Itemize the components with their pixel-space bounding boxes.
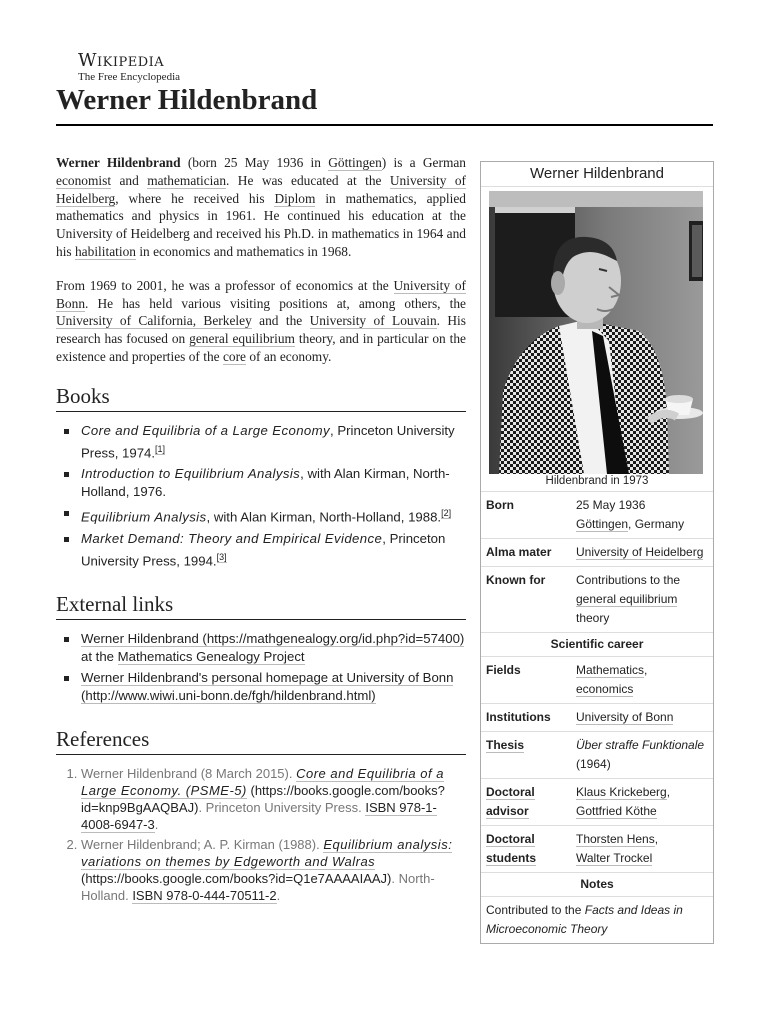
link-heidelberg[interactable]: University of Heidelberg	[56, 172, 466, 206]
book-details: , Princeton University Press, 1994.	[81, 530, 446, 568]
text: .	[276, 887, 281, 903]
advisor-value: Klaus Krickeberg, Gottfried Köthe	[576, 785, 671, 818]
citation-link[interactable]: [1]	[155, 443, 166, 454]
book-details: , with Alan Kirman, North-Holland, 1988.	[206, 509, 442, 525]
mathematics-link[interactable]: Mathematics	[576, 663, 645, 677]
link-habilitation[interactable]: habilitation	[74, 243, 136, 259]
doctoral-students-row	[481, 826, 713, 873]
advisor-link[interactable]: Gottfried Köthe	[576, 804, 657, 818]
text: Werner Hildenbrand; A. P. Kirman (1988).	[81, 836, 324, 852]
student-link[interactable]: Thorsten Hens	[576, 832, 655, 846]
books-section	[56, 384, 466, 570]
references-section	[56, 727, 466, 904]
known-for-row	[481, 567, 713, 633]
text: , where he received his	[115, 190, 275, 206]
subject-name: Werner Hildenbrand	[56, 155, 181, 170]
doctoral-advisor-row	[481, 779, 713, 826]
alma-mater-value	[576, 543, 709, 562]
book-title: Equilibrium Analysis	[81, 509, 207, 525]
infobox	[480, 161, 714, 944]
thesis-title: Über straffe Funktionale	[576, 738, 705, 752]
article-body	[56, 154, 466, 907]
text: Contributed to the	[486, 903, 585, 917]
text: . He was educated at the	[226, 172, 390, 188]
reference-title-link[interactable]: Core and Equilibria of a Large Economy. (PSME-5)	[81, 765, 444, 798]
list-item	[56, 530, 466, 570]
wikipedia-logo[interactable]	[78, 52, 180, 83]
citation-link[interactable]: [2]	[441, 508, 452, 519]
isbn-link[interactable]: ISBN	[365, 799, 396, 815]
link-bonn[interactable]: University of Bonn	[56, 277, 466, 311]
thesis-row	[481, 732, 713, 779]
text: Werner Hildenbrand (8 March 2015).	[81, 765, 297, 781]
book-title: Market Demand: Theory and Empirical Evidence	[81, 530, 383, 546]
external-link[interactable]: Mathematics Genealogy Project	[117, 648, 305, 664]
logo-tagline: The Free Encyclopedia	[78, 71, 181, 83]
text: ) is a German	[381, 155, 466, 170]
text: . North-Holland.	[81, 870, 435, 903]
institutions-label: Institutions	[486, 710, 551, 724]
reference-item	[81, 765, 466, 833]
portrait-image	[489, 191, 703, 474]
student-link[interactable]: Walter Trockel	[576, 851, 653, 865]
alma-mater-label: Alma mater	[486, 545, 552, 559]
institution-link[interactable]: University of Bonn	[576, 710, 674, 724]
link-general-equilibrium[interactable]: general equilibrium	[189, 331, 295, 347]
fields-value: Mathematics, economics	[576, 663, 648, 696]
text: theory	[576, 611, 610, 625]
text: in mathematics, applied mathematics and physics in 1961. He continued his education at the University of Heidelberg and received his Ph.D. in mathematics in 1964 and his	[56, 190, 466, 259]
link-louvain[interactable]: University of Louvain	[309, 313, 437, 329]
students-label-link[interactable]	[486, 830, 576, 868]
text: . His research has focused on	[56, 313, 466, 347]
advisor-label-link[interactable]	[486, 783, 576, 821]
list-item	[56, 465, 466, 501]
book-title: Core and Equilibria of a Large Economy	[81, 422, 331, 438]
books-list	[56, 422, 466, 570]
alma-mater-row	[481, 539, 713, 567]
advisor-link[interactable]: Klaus Krickeberg	[576, 785, 667, 799]
text: Contributions to the	[576, 573, 681, 587]
page-title: Werner Hildenbrand	[56, 84, 318, 116]
logo-wordmark: Wikipedia	[78, 50, 165, 71]
text: theory, and in particular on the existence and properties of the	[56, 331, 466, 364]
citation-link[interactable]: [3]	[216, 551, 227, 562]
born-label: Born	[486, 498, 514, 512]
text: (born 25 May 1936 in	[180, 155, 329, 170]
intro-paragraph	[56, 154, 466, 261]
notes-header: Notes	[481, 873, 713, 897]
fields-label: Fields	[486, 663, 521, 677]
link-mathematician[interactable]: mathematician	[147, 172, 227, 188]
thesis-label[interactable]: Thesis	[486, 738, 525, 752]
external-links-heading: External links	[56, 592, 466, 620]
text: . Princeton University Press.	[198, 799, 366, 815]
economics-link[interactable]: economics	[576, 682, 634, 696]
external-links-section	[56, 592, 466, 705]
book-details: , with Alan Kirman, North-Holland, 1976.	[81, 466, 450, 500]
thesis-label-link[interactable]	[486, 736, 576, 774]
photo-caption: Hildenbrand in 1973	[481, 474, 713, 492]
known-for-label: Known for	[486, 573, 546, 587]
references-list	[56, 765, 466, 904]
text: and the	[251, 313, 310, 329]
alma-mater-link[interactable]: University of Heidelberg	[576, 545, 704, 559]
isbn-link[interactable]: ISBN	[132, 887, 163, 903]
students-value: Thorsten Hens, Walter Trockel	[576, 832, 659, 865]
advisor-label[interactable]: Doctoral advisor	[486, 785, 535, 818]
thesis-year: (1964)	[576, 757, 611, 771]
reference-title-link[interactable]: Equilibrium analysis: variations on themes by Edgeworth and Walras	[81, 836, 453, 869]
portrait-photo[interactable]	[489, 191, 703, 474]
list-item	[56, 422, 466, 462]
book-title: Introduction to Equilibrium Analysis	[81, 466, 301, 482]
isbn-number-link[interactable]: 978-0-444-70511-2	[162, 887, 277, 903]
born-row	[481, 492, 713, 539]
list-item	[56, 630, 466, 666]
list-item	[56, 504, 466, 526]
scientific-career-header: Scientific career	[481, 633, 713, 657]
isbn-number-link[interactable]: 978-1-4008-6947-3	[81, 799, 437, 832]
institutions-row	[481, 704, 713, 732]
notes-book-title: Facts and Ideas in Microeconomic Theory	[486, 903, 683, 936]
title-divider	[56, 124, 713, 126]
text: . He has held various visiting positions at, among others, the	[85, 295, 466, 311]
link-economist[interactable]: economist	[56, 172, 112, 188]
external-link[interactable]: Werner Hildenbrand's personal homepage at University of Bonn (http://www.wiwi.uni-bonn.de/fgh/hildenbrand.html)	[81, 669, 454, 703]
external-link[interactable]: Werner Hildenbrand (https://mathgenealogy.org/id.php?id=57400)	[81, 630, 465, 646]
link-core[interactable]: core	[222, 348, 246, 364]
text: of an economy.	[246, 348, 332, 364]
text: at the	[81, 648, 118, 664]
general-equilibrium-link[interactable]: general equilibrium	[576, 592, 678, 606]
students-label[interactable]: Doctoral students	[486, 832, 537, 865]
book-details: , Princeton University Press, 1974.	[81, 422, 455, 461]
text: .	[154, 816, 159, 832]
text: in economics and mathematics in 1968.	[135, 243, 352, 259]
text: From 1969 to 2001, he was a professor of economics at the	[56, 277, 394, 293]
thesis-value	[576, 736, 709, 774]
text: and	[111, 172, 148, 188]
born-date: 25 May 1936	[576, 498, 646, 512]
link-diplom[interactable]: Diplom	[274, 190, 316, 206]
text: , Germany	[628, 517, 685, 531]
infobox-title: Werner Hildenbrand	[481, 162, 713, 187]
link-gottingen[interactable]: Göttingen	[328, 155, 382, 170]
birthplace-link[interactable]: Göttingen	[576, 517, 629, 531]
external-links-list	[56, 630, 466, 705]
career-paragraph	[56, 277, 466, 366]
references-heading: References	[56, 727, 466, 755]
institutions-value	[576, 708, 709, 727]
reference-item	[81, 836, 466, 904]
link-berkeley[interactable]: University of California, Berkeley	[56, 313, 252, 329]
books-heading: Books	[56, 384, 466, 412]
notes-text	[481, 897, 713, 943]
known-for-value	[576, 571, 709, 628]
list-item	[56, 669, 466, 705]
reference-url: (https://books.google.com/books?id=Q1e7AAAAIAAJ)	[81, 870, 392, 886]
reference-url: (https://books.google.com/books?id=knp9BgAAQBAJ)	[81, 782, 445, 815]
fields-row	[481, 657, 713, 704]
born-value	[576, 496, 709, 534]
